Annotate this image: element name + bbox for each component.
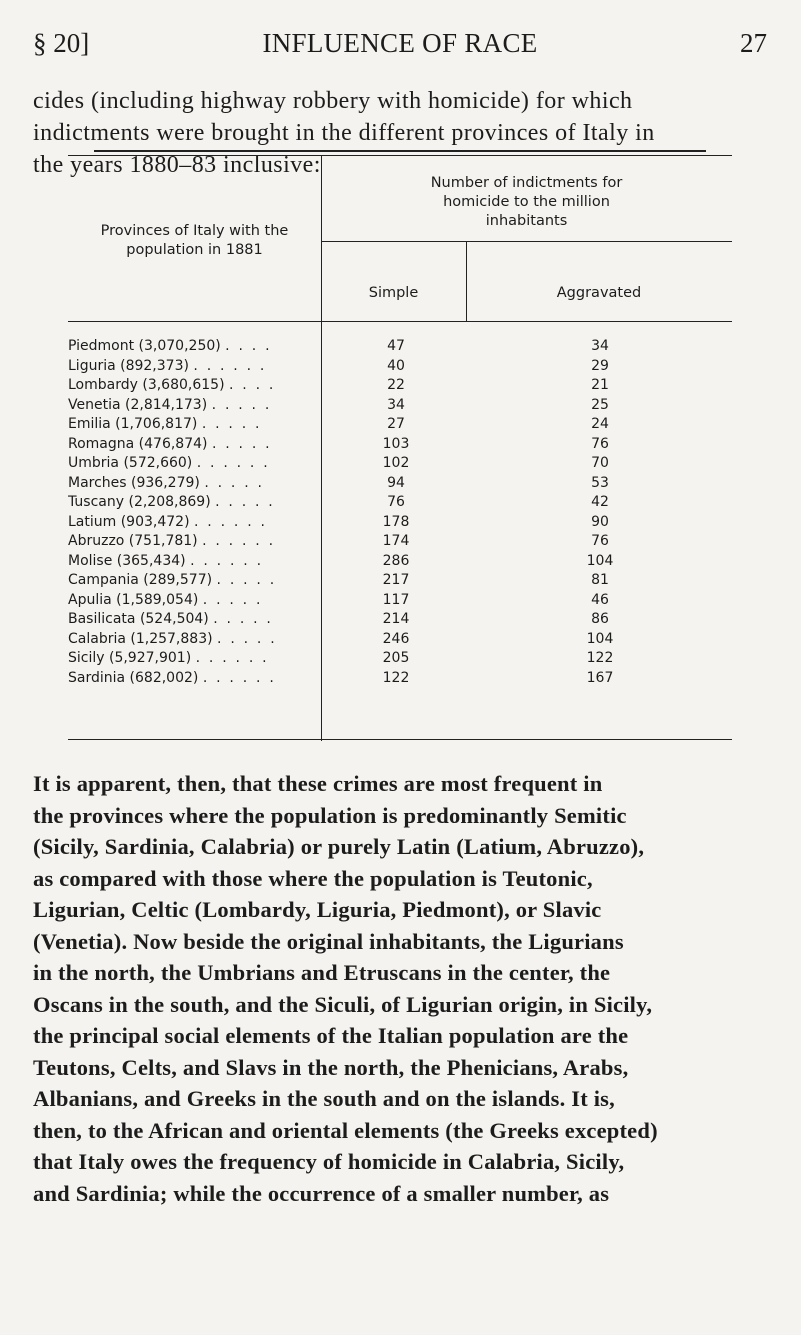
province-cell (68, 553, 316, 569)
province-name: Sicily (5,927,901) (68, 650, 192, 666)
simple-cell: 22 (387, 377, 405, 393)
header-simple: Simple (368, 285, 419, 301)
simple-cell: 217 (382, 572, 410, 588)
text-line: Oscans in the south, and the Siculi, of Ligurian origin, in Sicily, (33, 991, 653, 1017)
leader-dots: . . . . . (202, 591, 263, 608)
province-cell (68, 592, 316, 608)
aggravated-cell: 70 (591, 455, 609, 471)
province-cell (68, 572, 316, 588)
simple-cell: 214 (382, 611, 410, 627)
aggravated-cell: 53 (591, 474, 609, 491)
province-cell (68, 494, 316, 510)
leader-dots: . . . . . . (193, 357, 267, 374)
aggravated-cell: 24 (591, 416, 609, 432)
province-cell (68, 514, 316, 530)
text-line: the provinces where the population is predominantly Semitic (33, 802, 627, 828)
simple-cell: 40 (387, 357, 405, 374)
table-row (68, 455, 732, 475)
text-line: that Italy owes the frequency of homicide in Calabria, Sicily, (33, 1149, 625, 1174)
province-name: Venetia (2,814,173) (68, 396, 208, 413)
aggravated-cell: 104 (586, 552, 614, 569)
province-cell (68, 650, 316, 666)
aggravated-cell: 76 (591, 533, 609, 549)
simple-cell: 205 (382, 650, 410, 666)
table-row (68, 358, 732, 378)
simple-cell: 178 (382, 513, 410, 530)
province-cell (68, 475, 316, 491)
subheader-rule (321, 241, 732, 242)
aggravated-cell: 25 (591, 396, 609, 413)
header-province: Provinces of Italy with the population in 1881 (100, 223, 289, 258)
province-cell (68, 338, 316, 354)
text-line: as compared with those where the population is Teutonic, (33, 865, 593, 891)
table-row (68, 670, 732, 690)
province-name: Romagna (476,874) (68, 435, 208, 452)
leader-dots: . . . . . . (195, 650, 269, 666)
text-line: and Sardinia; while the occurrence of a smaller number, as (33, 1180, 610, 1206)
aggravated-cell: 42 (591, 494, 609, 510)
table-row (68, 611, 732, 631)
leader-dots: . . . . . . (202, 533, 276, 549)
table-top-rule (94, 150, 706, 152)
leader-dots: . . . . . (215, 494, 275, 510)
header-aggravated: Aggravated (556, 285, 642, 301)
table-row (68, 377, 732, 397)
page-number: 27 (740, 28, 767, 58)
aggravated-cell: 29 (591, 357, 609, 374)
running-head (33, 28, 767, 62)
simple-cell: 94 (387, 474, 405, 491)
province-cell (68, 611, 316, 627)
leader-dots: . . . . (228, 377, 276, 393)
aggravated-cell: 21 (591, 377, 609, 393)
province-cell (68, 377, 316, 393)
table-row (68, 533, 732, 553)
province-name: Sardinia (682,002) (68, 669, 199, 686)
table-row (68, 553, 732, 573)
aggravated-cell: 167 (586, 669, 614, 686)
aggravated-cell: 122 (586, 650, 614, 666)
leader-dots: . . . . . . (196, 455, 270, 471)
text-line: It is apparent, then, that these crimes are most frequent in (33, 771, 603, 796)
province-name: Apulia (1,589,054) (68, 591, 199, 608)
simple-cell: 103 (382, 435, 410, 452)
section-number: § 20] (33, 28, 90, 58)
table-row (68, 494, 732, 514)
aggravated-cell: 86 (591, 611, 609, 627)
simple-cell: 122 (382, 669, 410, 686)
table-row (68, 572, 732, 592)
province-name: Marches (936,279) (68, 474, 200, 491)
text-line: in the north, the Umbrians and Etruscans in the center, the (33, 960, 611, 985)
aggravated-cell: 90 (591, 513, 609, 530)
simple-cell: 246 (382, 630, 410, 647)
province-name: Molise (365,434) (68, 552, 186, 569)
simple-cell: 47 (387, 338, 405, 354)
leader-dots: . . . . . (213, 611, 274, 627)
leader-dots: . . . . . (217, 630, 277, 647)
province-cell (68, 533, 316, 549)
text-line: the years 1880–83 inclusive: (33, 152, 321, 178)
table-row (68, 475, 732, 495)
leader-dots: . . . . . (204, 474, 265, 491)
province-cell (68, 631, 316, 647)
aggravated-cell: 76 (591, 435, 609, 452)
body-paragraph (33, 768, 767, 1209)
homicide-table (68, 150, 732, 740)
aggravated-cell: 81 (591, 572, 609, 588)
header-indictments: Number of indictments for homicide to the million inhabitants (430, 175, 623, 229)
province-name: Lombardy (3,680,615) (68, 377, 225, 393)
leader-dots: . . . . (225, 338, 272, 354)
simple-cell: 174 (382, 533, 410, 549)
text-line: cides (including highway robbery with homicide) for which (33, 88, 633, 114)
province-name: Abruzzo (751,781) (68, 533, 198, 549)
table-row (68, 514, 732, 534)
province-cell (68, 436, 316, 452)
simple-cell: 76 (387, 494, 405, 510)
province-cell (68, 670, 316, 686)
table-top-rule-inner (68, 155, 732, 156)
province-name: Liguria (892,373) (68, 357, 189, 374)
province-name: Calabria (1,257,883) (68, 630, 213, 647)
province-cell (68, 455, 316, 471)
province-cell (68, 416, 316, 432)
simple-cell: 102 (382, 455, 410, 471)
table-row (68, 592, 732, 612)
aggravated-cell: 46 (591, 591, 609, 608)
table-row (68, 436, 732, 456)
province-name: Basilicata (524,504) (68, 611, 209, 627)
table-row (68, 416, 732, 436)
province-name: Emilia (1,706,817) (68, 416, 198, 432)
chapter-title: INFLUENCE OF RACE (262, 28, 538, 58)
text-line: (Venetia). Now beside the original inhabitants, the Ligurians (33, 928, 624, 954)
table-row (68, 650, 732, 670)
province-name: Campania (289,577) (68, 572, 213, 588)
text-line: Teutons, Celts, and Slavs in the north, the Phenicians, Arabs, (33, 1054, 629, 1080)
province-name: Latium (903,472) (68, 513, 190, 530)
simple-cell: 117 (382, 591, 410, 608)
subcolumn-divider (466, 241, 467, 321)
simple-cell: 27 (387, 416, 405, 432)
leader-dots: . . . . . (211, 396, 272, 413)
province-name: Umbria (572,660) (68, 455, 193, 471)
province-name: Piedmont (3,070,250) (68, 338, 221, 354)
leader-dots: . . . . . . (190, 552, 264, 569)
text-line: (Sicily, Sardinia, Calabria) or purely Latin (Latium, Abruzzo), (33, 834, 645, 859)
text-line: indictments were brought in the different provinces of Italy in (33, 120, 655, 146)
table-row (68, 631, 732, 651)
province-name: Tuscany (2,208,869) (68, 494, 211, 510)
header-bottom-rule (68, 321, 732, 322)
table-row (68, 397, 732, 417)
text-line: the principal social elements of the Italian population are the (33, 1023, 629, 1048)
table-row (68, 338, 732, 358)
leader-dots: . . . . . . (194, 513, 268, 530)
leader-dots: . . . . . (211, 435, 272, 452)
aggravated-cell: 34 (591, 338, 609, 354)
text-line: Ligurian, Celtic (Lombardy, Liguria, Piedmont), or Slavic (33, 897, 602, 922)
leader-dots: . . . . . . (202, 669, 276, 686)
aggravated-cell: 104 (586, 630, 614, 647)
text-line: Albanians, and Greeks in the south and on the islands. It is, (33, 1086, 615, 1111)
simple-cell: 286 (382, 552, 410, 569)
leader-dots: . . . . . (216, 572, 277, 588)
province-cell (68, 397, 316, 413)
province-cell (68, 358, 316, 374)
leader-dots: . . . . . (201, 416, 262, 432)
simple-cell: 34 (387, 396, 405, 413)
table-bottom-rule (68, 739, 732, 740)
table-body (68, 338, 732, 689)
text-line: then, to the African and oriental elements (the Greeks excepted) (33, 1117, 658, 1143)
